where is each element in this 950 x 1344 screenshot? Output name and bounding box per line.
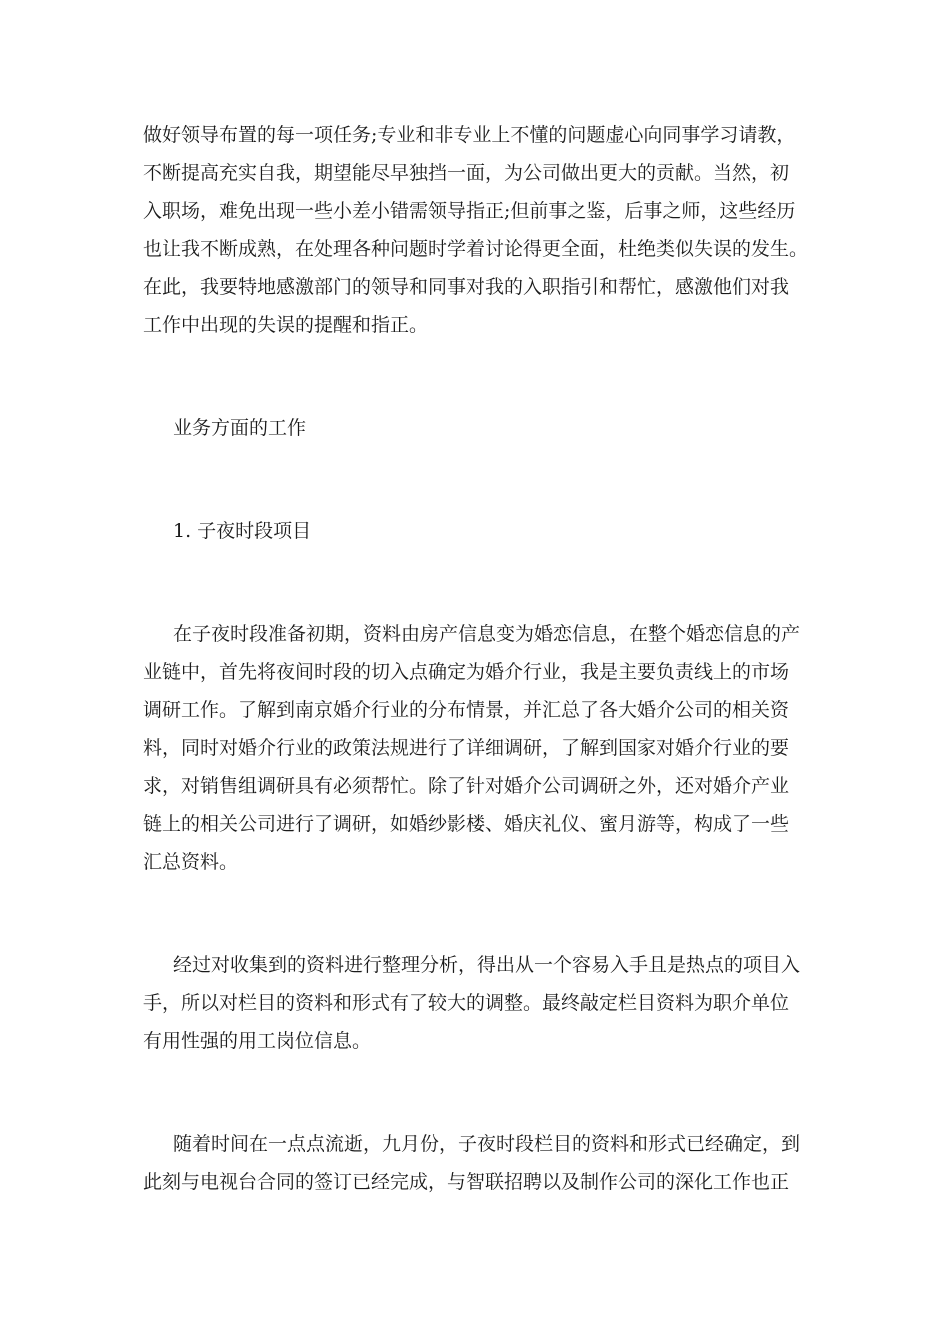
text-line: 链上的相关公司进行了调研，如婚纱影楼、婚庆礼仪、蜜月游等，构成了一些 <box>143 813 790 835</box>
text-line: 业链中，首先将夜间时段的切入点确定为婚介行业，我是主要负责线上的市场 <box>143 661 790 683</box>
text-line: 调研工作。了解到南京婚介行业的分布情景，并汇总了各大婚介公司的相关资 <box>143 699 790 721</box>
subsection-heading-project: 1. 子夜时段项目 <box>173 520 312 542</box>
text-line: 经过对收集到的资料进行整理分析，得出从一个容易入手且是热点的项目入 <box>173 954 801 976</box>
text-line: 在此，我要特地感激部门的领导和同事对我的入职指引和帮忙，感激他们对我 <box>143 276 790 298</box>
text-line: 手，所以对栏目的资料和形式有了较大的调整。最终敲定栏目资料为职介单位 <box>143 992 790 1014</box>
text-line: 此刻与电视台合同的签订已经完成，与智联招聘以及制作公司的深化工作也正 <box>143 1171 790 1193</box>
text-line: 料，同时对婚介行业的政策法规进行了详细调研，了解到国家对婚介行业的要 <box>143 737 790 759</box>
text-line: 在子夜时段准备初期，资料由房产信息变为婚恋信息，在整个婚恋信息的产 <box>173 623 801 645</box>
text-line: 汇总资料。 <box>143 851 239 873</box>
text-line: 也让我不断成熟，在处理各种问题时学着讨论得更全面，杜绝类似失误的发生。 <box>143 238 809 260</box>
text-line: 入职场，难免出现一些小差小错需领导指正;但前事之鉴，后事之师，这些经历 <box>143 200 796 222</box>
text-line: 工作中出现的失误的提醒和指正。 <box>143 314 429 336</box>
text-line: 有用性强的用工岗位信息。 <box>143 1030 372 1052</box>
text-line: 求，对销售组调研具有必须帮忙。除了针对婚介公司调研之外，还对婚介产业 <box>143 775 790 797</box>
section-heading-business: 业务方面的工作 <box>173 417 307 439</box>
text-line: 不断提高充实自我，期望能尽早独挡一面，为公司做出更大的贡献。当然，初 <box>143 162 790 184</box>
text-line: 做好领导布置的每一项任务;专业和非专业上不懂的问题虚心向同事学习请教， <box>143 124 796 146</box>
text-line: 随着时间在一点点流逝，九月份，子夜时段栏目的资料和形式已经确定，到 <box>173 1133 801 1155</box>
